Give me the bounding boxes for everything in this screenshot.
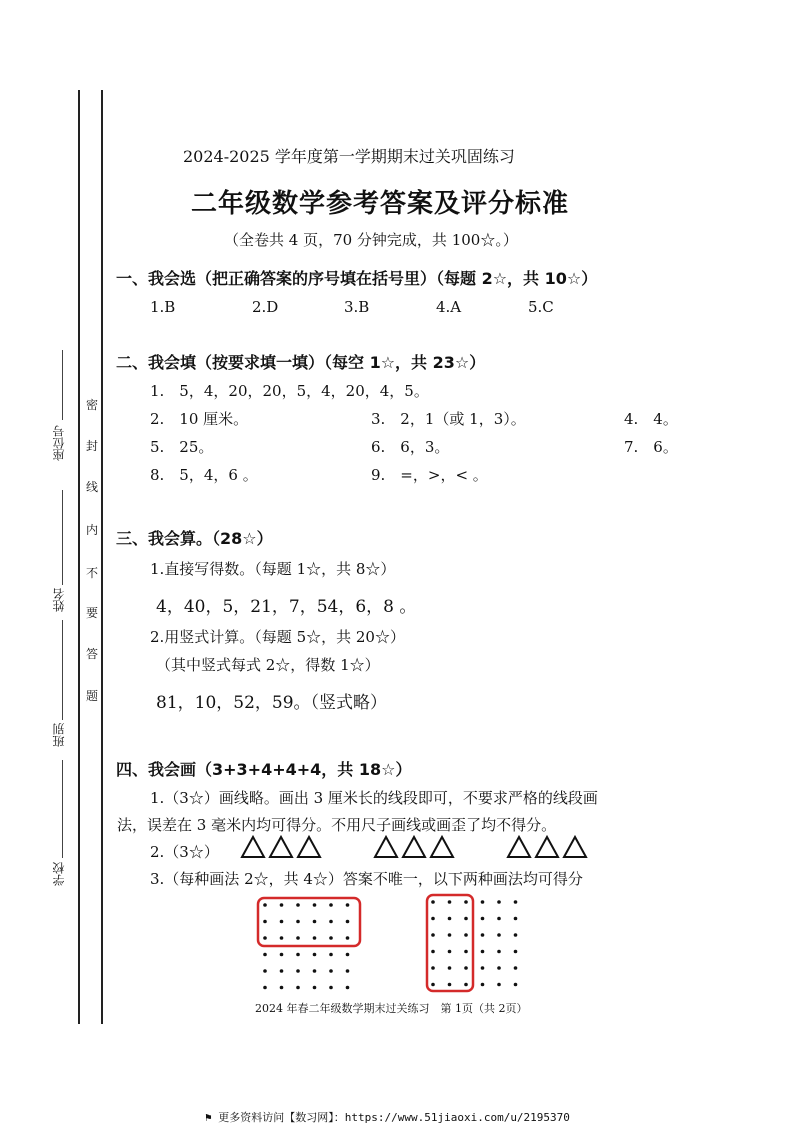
grid-dot [514,933,518,937]
grid-dot [346,986,350,990]
grid-dot [431,933,435,937]
grid-dot [296,969,300,973]
triangle-shape [375,837,397,857]
answer-item: 1. 5，4，20，20，5，4，20，4，5。 [150,382,429,400]
flag-icon: ⚑ [205,1111,219,1124]
part-label: 2.用竖式计算。（每题 5☆，共 20☆） [150,628,405,646]
name-blank[interactable] [62,490,63,585]
grid-dot [329,903,333,907]
grid-dot [514,950,518,954]
grid-dot [263,920,267,924]
grid-dot [514,983,518,987]
page-footer: 2024 年春二年级数学期末过关练习 第 1页（共 2页） [255,1002,528,1015]
grid-dot [329,953,333,957]
grid-dot [346,920,350,924]
grid-dot [346,969,350,973]
name-label: 姓名 [52,588,66,612]
resource-link-bar[interactable] [205,1109,570,1125]
triangle-shape [403,837,425,857]
grid-dot [313,936,317,940]
grid-dot [296,936,300,940]
grid-dot [497,900,501,904]
school-label: 学校 [52,862,66,886]
grid-dot [263,936,267,940]
answer-item: 1.B [150,298,176,316]
school-blank[interactable] [62,760,63,858]
grid-dot [329,936,333,940]
grid-dot [313,920,317,924]
answer-line: 4，40，5，21，7，54，6，8 。 [156,597,417,617]
triangle-shape [564,837,586,857]
grid-dot [313,986,317,990]
answer-item: 4.A [436,298,462,316]
triangle-shape [508,837,530,857]
grid-dot [448,933,452,937]
grid-dot [431,966,435,970]
seat-number-blank[interactable] [62,350,63,420]
answer-label: 2.（3☆） [150,843,219,861]
grid-dot [313,953,317,957]
answer-line: 81，10，52，59。（竖式略） [156,693,388,713]
grid-dot [313,903,317,907]
grid-dot [481,917,485,921]
grid-dot [329,920,333,924]
grid-dot [464,933,468,937]
answer-item: 3. 2，1（或 1，3）。 [371,410,526,428]
grid-dot [497,983,501,987]
seal-char: 密 [86,398,99,412]
seal-char: 要 [86,606,99,620]
answer-item: 6. 6，3。 [371,438,450,456]
seal-char: 线 [86,480,99,494]
answer-item: 8. 5，4，6 。 [150,466,258,484]
answer-item: 5.C [528,298,554,316]
grid-dot [280,986,284,990]
dot-array-figure [250,893,540,995]
triangle-shape [270,837,292,857]
part-label: 1.直接写得数。（每题 1☆，共 8☆） [150,560,396,578]
answer-item: 5. 25。 [150,438,214,456]
exam-note: （全卷共 4 页，70 分钟完成，共 100☆。） [224,231,518,249]
exam-subtitle: 2024-2025 学年度第一学期期末过关巩固练习 [183,147,515,166]
grid-dot [263,969,267,973]
grid-dot [280,969,284,973]
grid-dot [481,966,485,970]
triangle-shape [431,837,453,857]
grid-dot [431,950,435,954]
section-one-heading: 一、我会选（把正确答案的序号填在括号里）（每题 2☆，共 10☆） [116,269,598,288]
triangle-answer-figure [240,834,600,860]
dot-array-right [431,900,517,986]
grid-dot [481,950,485,954]
grid-dot [464,966,468,970]
grid-dot [514,900,518,904]
grid-dot [448,966,452,970]
grid-dot [280,920,284,924]
section-two-heading: 二、我会填（按要求填一填）（每空 1☆，共 23☆） [116,353,486,372]
grid-dot [313,969,317,973]
grid-dot [497,917,501,921]
seal-char: 内 [86,523,99,537]
grid-dot [263,953,267,957]
answer-item: 2. 10 厘米。 [150,410,249,428]
resource-link-text[interactable]: 更多资料访问【数习网】：https://www.51jiaoxi.com/u/2195370 [218,1111,570,1124]
page-title: 二年级数学参考答案及评分标准 [191,189,570,219]
seal-char: 不 [86,566,99,580]
grid-dot [481,900,485,904]
grid-dot [263,986,267,990]
grid-dot [497,933,501,937]
grid-dot [431,900,435,904]
answer-text: 1.（3☆）画线略。画出 3 厘米长的线段即可，不要求严格的线段画 [150,789,598,807]
grid-dot [464,950,468,954]
class-label: 班别 [52,723,66,747]
triangle-shape [536,837,558,857]
seat-number-label: 座位号 [52,425,66,461]
answer-item: 4. 4。 [624,410,678,428]
grid-dot [497,950,501,954]
answer-item: 3.B [344,298,370,316]
highlight-rectangle [427,895,473,991]
answer-item: 7. 6。 [624,438,678,456]
class-blank[interactable] [62,620,63,720]
grid-dot [263,903,267,907]
seal-char: 封 [86,439,99,453]
highlight-rectangle [258,898,360,946]
grid-dot [296,953,300,957]
binding-line-outer [78,90,80,1024]
grid-dot [296,903,300,907]
grid-dot [464,983,468,987]
section-four-heading: 四、我会画（3+3+4+4+4，共 18☆） [116,760,412,779]
grid-dot [346,936,350,940]
triangle-shape [242,837,264,857]
grid-dot [514,966,518,970]
grid-dot [346,903,350,907]
answer-text: 法，误差在 3 毫米内均可得分。不用尺子画线或画歪了均不得分。 [117,816,557,834]
triangle-shape [298,837,320,857]
grid-dot [280,936,284,940]
grid-dot [448,917,452,921]
grid-dot [296,920,300,924]
answer-item: 2.D [252,298,279,316]
scoring-note: （其中竖式每式 2☆，得数 1☆） [156,656,380,674]
grid-dot [346,953,350,957]
grid-dot [497,966,501,970]
seal-char: 题 [86,689,99,703]
grid-dot [329,969,333,973]
grid-dot [448,950,452,954]
grid-dot [448,983,452,987]
grid-dot [464,900,468,904]
grid-dot [464,917,468,921]
section-three-heading: 三、我会算。（28☆） [116,529,273,548]
grid-dot [296,986,300,990]
grid-dot [329,986,333,990]
grid-dot [481,933,485,937]
binding-line-inner [101,90,103,1024]
grid-dot [280,953,284,957]
grid-dot [431,983,435,987]
grid-dot [448,900,452,904]
grid-dot [481,983,485,987]
answer-text: 3.（每种画法 2☆，共 4☆）答案不唯一，以下两种画法均可得分 [150,870,583,888]
answer-item: 9. =，>，< 。 [371,466,488,484]
grid-dot [514,917,518,921]
grid-dot [280,903,284,907]
seal-char: 答 [86,647,99,661]
grid-dot [431,917,435,921]
